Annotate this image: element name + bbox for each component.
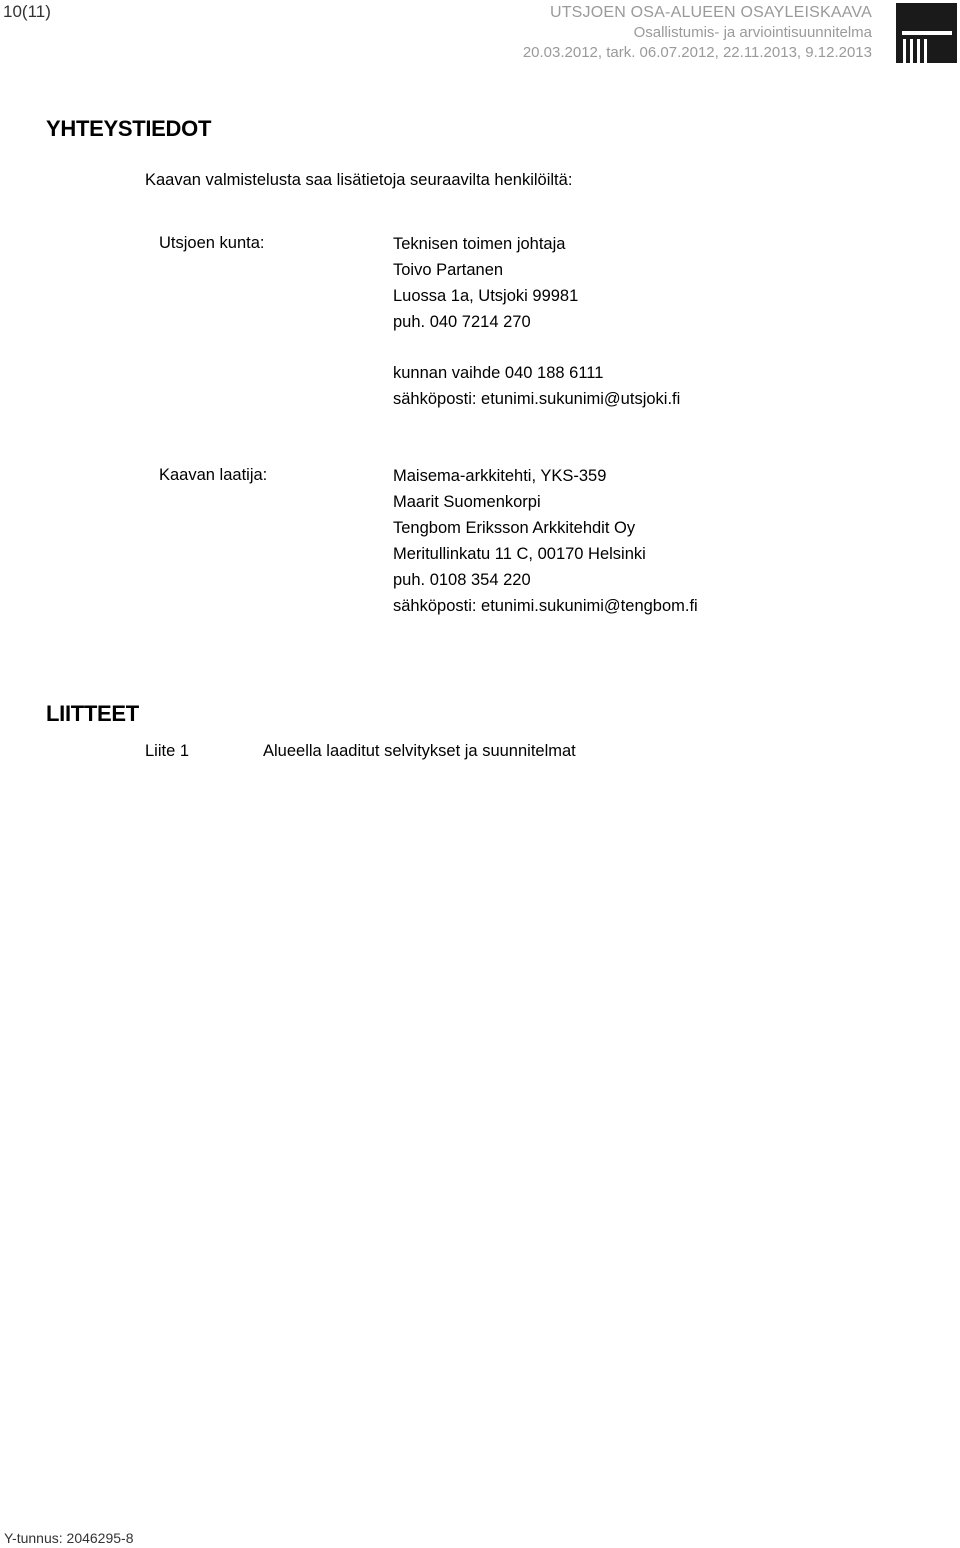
contact-line: puh. 040 7214 270 [393, 313, 531, 331]
header-subtitle: Osallistumis- ja arviointisuunnitelma [633, 24, 872, 41]
tengbom-logo-icon [896, 3, 957, 63]
contact-line: Maarit Suomenkorpi [393, 493, 541, 511]
contacts-intro: Kaavan valmistelusta saa lisätietoja seuraavilta henkilöiltä: [145, 171, 573, 189]
contact-line: Luossa 1a, Utsjoki 99981 [393, 287, 579, 305]
email-line: sähköposti: etunimi.sukunimi@utsjoki.fi [393, 390, 681, 408]
attachment-label: Liite 1 [145, 742, 190, 760]
municipality-contact [393, 231, 578, 335]
contact-line: puh. 0108 354 220 [393, 571, 531, 589]
email-line: sähköposti: etunimi.sukunimi@tengbom.fi [393, 597, 698, 615]
switchboard-line: kunnan vaihde 040 188 6111 [393, 364, 604, 382]
header-title: UTSJOEN OSA-ALUEEN OSAYLEISKAAVA [549, 4, 872, 21]
contact-line: Maisema-arkkitehti, YKS-359 [393, 467, 607, 485]
planner-label: Kaavan laatija: [159, 466, 268, 484]
contacts-title: YHTEYSTIEDOT [46, 116, 212, 141]
document-header [523, 3, 872, 63]
planner-contact [393, 463, 698, 619]
municipality-label: Utsjoen kunta: [159, 234, 265, 252]
contact-line: Tengbom Eriksson Arkkitehdit Oy [393, 519, 636, 537]
page-number: 10(11) [3, 2, 51, 21]
contact-line: Teknisen toimen johtaja [393, 235, 566, 253]
header-dates: 20.03.2012, tark. 06.07.2012, 22.11.2013, 9.12.2013 [522, 44, 872, 61]
attachments-title: LIITTEET [46, 701, 139, 726]
contact-line: Toivo Partanen [393, 261, 504, 279]
business-id: Y-tunnus: 2046295-8 [4, 1530, 134, 1546]
municipality-extra [393, 360, 680, 412]
contact-line: Meritullinkatu 11 C, 00170 Helsinki [393, 545, 646, 563]
attachment-text: Alueella laaditut selvitykset ja suunnitelmat [263, 742, 576, 760]
